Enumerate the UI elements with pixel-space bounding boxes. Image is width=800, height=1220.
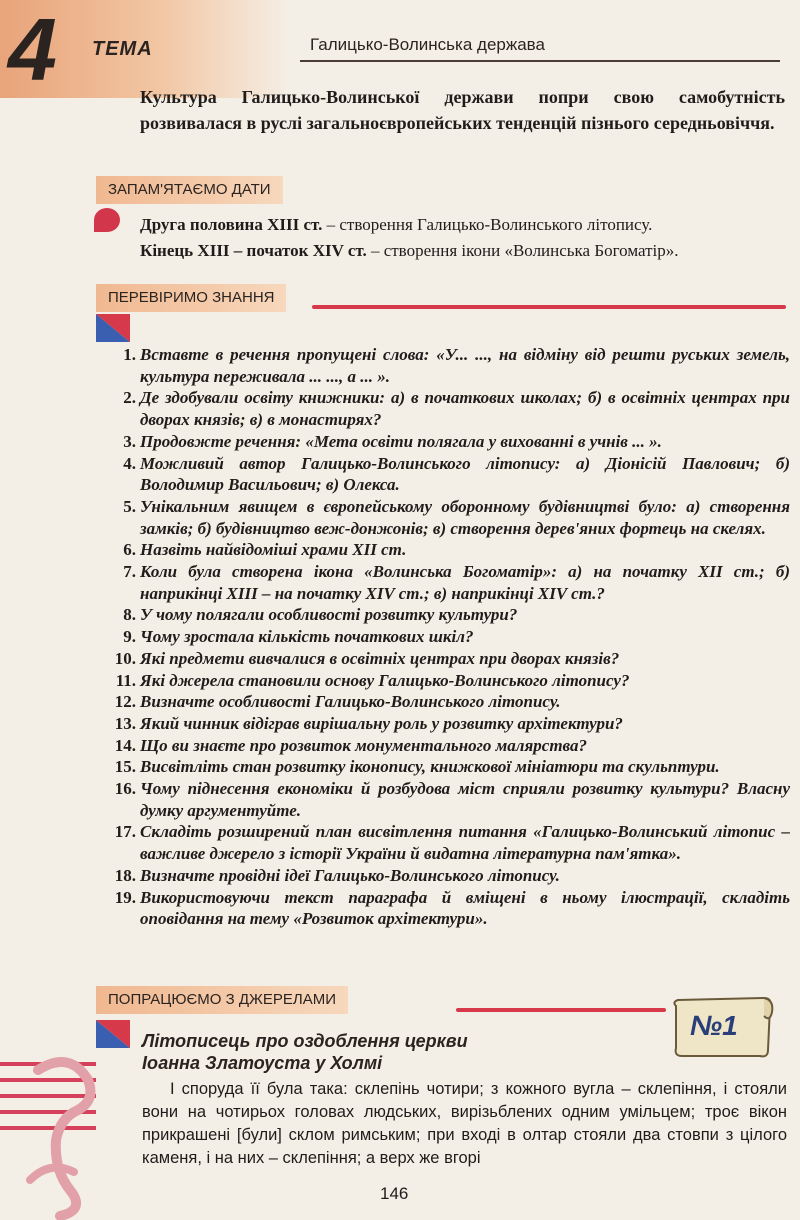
question-text: Де здобували освіту книжники: а) в початкових школах; б) в освітніх центрах при дворах князів; в) в монастирях?	[140, 388, 790, 430]
question-number: 17.	[114, 822, 136, 842]
question-number: 4.	[123, 453, 136, 473]
question-number: 13.	[114, 713, 136, 733]
question-text: Можливий автор Галицько-Волинського літопису: а) Діонісій Павлович; б) Володимир Васильович; в) Олекса.	[140, 453, 790, 495]
question-item	[108, 821, 790, 864]
source-title-line: Літописець про оздоблення церкви	[142, 1031, 468, 1051]
question-item	[108, 691, 790, 713]
section-rule	[312, 305, 786, 309]
question-number: 2.	[123, 388, 136, 408]
date-event: – створення ікони «Волинська Богоматір».	[366, 241, 679, 260]
question-item	[108, 887, 790, 930]
topic-label: ТЕМА	[92, 38, 153, 60]
questions-section-label: ПЕРЕВІРИМО ЗНАННЯ	[96, 284, 286, 312]
intro-paragraph: Культура Галицько-Волинської держави попри свою самобутність розвивалася в руслі загальноєвропейських тенденцій пізнього середньовіччя.	[140, 87, 785, 133]
date-period: Кінець XIII – початок XIV ст.	[140, 241, 367, 260]
header-rule	[300, 60, 780, 62]
bullet-marker-icon	[94, 208, 120, 232]
page-number: 146	[380, 1184, 409, 1203]
source-text: І споруда її була така: склепінь чотири; з кожного вугла – склепіння, і стояли вони на чотирьох головах людських, вирізьблених одним умільцем; троє вікон прикрашені [були] склом римським; при вході в олтар стояли два стовпи з цілого каменя, і на них – склепіння; а верх же вгорі	[142, 1080, 787, 1167]
date-item	[140, 212, 788, 238]
question-text: Чому піднесення економіки й розбудова міст сприяли розвитку культури? Власну думку аргументуйте.	[140, 779, 790, 820]
question-text: Вставте в речення пропущені слова: «У... ..., на відміну від решти руських земель, культура переживала ... ..., а ... ».	[140, 345, 790, 386]
date-event: – створення Галицько-Волинського літопису.	[322, 215, 653, 234]
source-number-badge: №1	[690, 1010, 738, 1041]
question-number: 11.	[115, 670, 136, 690]
question-item	[108, 561, 790, 604]
question-item	[108, 387, 790, 430]
corner-triangle-icon	[96, 314, 130, 342]
question-text: Який чинник відіграв вирішальну роль у розвитку архітектури?	[140, 713, 623, 733]
question-number: 18.	[114, 865, 136, 885]
date-item	[140, 238, 788, 264]
question-number: 7.	[123, 562, 136, 582]
question-text: Які джерела становили основу Галицько-Волинського літопису?	[140, 670, 630, 690]
topic-number: 4	[8, 0, 57, 99]
question-text: Унікальним явищем в європейському оборонному будівництві було: а) створення замків; б) будівництво веж-донжонів; в) створення дерев'яних фортець на скелях.	[140, 496, 790, 538]
question-number: 19.	[114, 887, 136, 907]
question-item	[108, 539, 790, 561]
question-number: 3.	[123, 431, 136, 451]
questions-list	[108, 344, 790, 930]
question-item	[108, 670, 790, 692]
question-item	[108, 778, 790, 821]
question-number: 9.	[123, 627, 136, 647]
running-title: Галицько-Волинська держава	[310, 35, 545, 54]
question-text: Використовуючи текст параграфа й вміщені в ньому ілюстрації, складіть оповідання на тему «Розвиток архітектури».	[140, 887, 790, 929]
question-number: 15.	[114, 757, 136, 777]
question-number: 12.	[114, 692, 136, 712]
question-text: Визначте провідні ідеї Галицько-Волинського літопису.	[140, 865, 560, 885]
question-text: Які предмети вивчалися в освітніх центрах при дворах князів?	[140, 648, 620, 668]
question-text: У чому полягали особливості розвитку культури?	[140, 605, 518, 625]
dates-list	[140, 212, 788, 264]
question-item	[108, 496, 790, 539]
question-item	[108, 713, 790, 735]
question-item	[108, 648, 790, 670]
question-item	[108, 626, 790, 648]
question-text: Назвіть найвідоміші храми XII ст.	[140, 540, 407, 560]
question-item	[108, 431, 790, 453]
question-item	[108, 865, 790, 887]
dates-section-label: ЗАПАМ'ЯТАЄМО ДАТИ	[96, 176, 283, 204]
source-title	[142, 1030, 468, 1074]
question-item	[108, 604, 790, 626]
question-item	[108, 453, 790, 496]
question-item	[108, 344, 790, 387]
question-number: 1.	[123, 345, 136, 364]
question-item	[108, 735, 790, 757]
question-text: Чому зростала кількість початкових шкіл?	[140, 627, 474, 647]
question-text: Що ви знаєте про розвиток монументального малярства?	[140, 735, 588, 755]
question-text: Визначте особливості Галицько-Волинського літопису.	[140, 692, 561, 712]
question-number: 8.	[123, 605, 136, 625]
question-number: 16.	[114, 779, 136, 799]
sources-section-label: ПОПРАЦЮЄМО З ДЖЕРЕЛАМИ	[96, 986, 348, 1014]
question-number: 14.	[114, 735, 136, 755]
question-text: Коли була створена ікона «Волинська Богоматір»: а) на початку XII ст.; б) наприкінці XIII – на початку XIV ст.; в) наприкінці XIV ст.?	[140, 562, 790, 603]
date-period: Друга половина XIII ст.	[140, 215, 323, 234]
question-number: 6.	[123, 540, 136, 560]
source-title-line: Іоанна Златоуста у Холмі	[142, 1053, 383, 1073]
question-number: 5.	[123, 496, 136, 516]
question-text: Складіть розширений план висвітлення питання «Галицько-Волинський літопис – важливе джерело з історії України й видатна літературна пам'ятка».	[140, 822, 790, 864]
question-number: 10.	[114, 648, 136, 668]
section-rule	[456, 1008, 666, 1012]
question-item	[108, 756, 790, 778]
question-text: Продовжте речення: «Мета освіти полягала у вихованні в учнів ... ».	[140, 431, 662, 451]
decorative-initial-ornament-icon	[0, 1040, 128, 1220]
question-text: Висвітліть стан розвитку іконопису, книжкової мініатюри та скульптури.	[140, 757, 720, 777]
